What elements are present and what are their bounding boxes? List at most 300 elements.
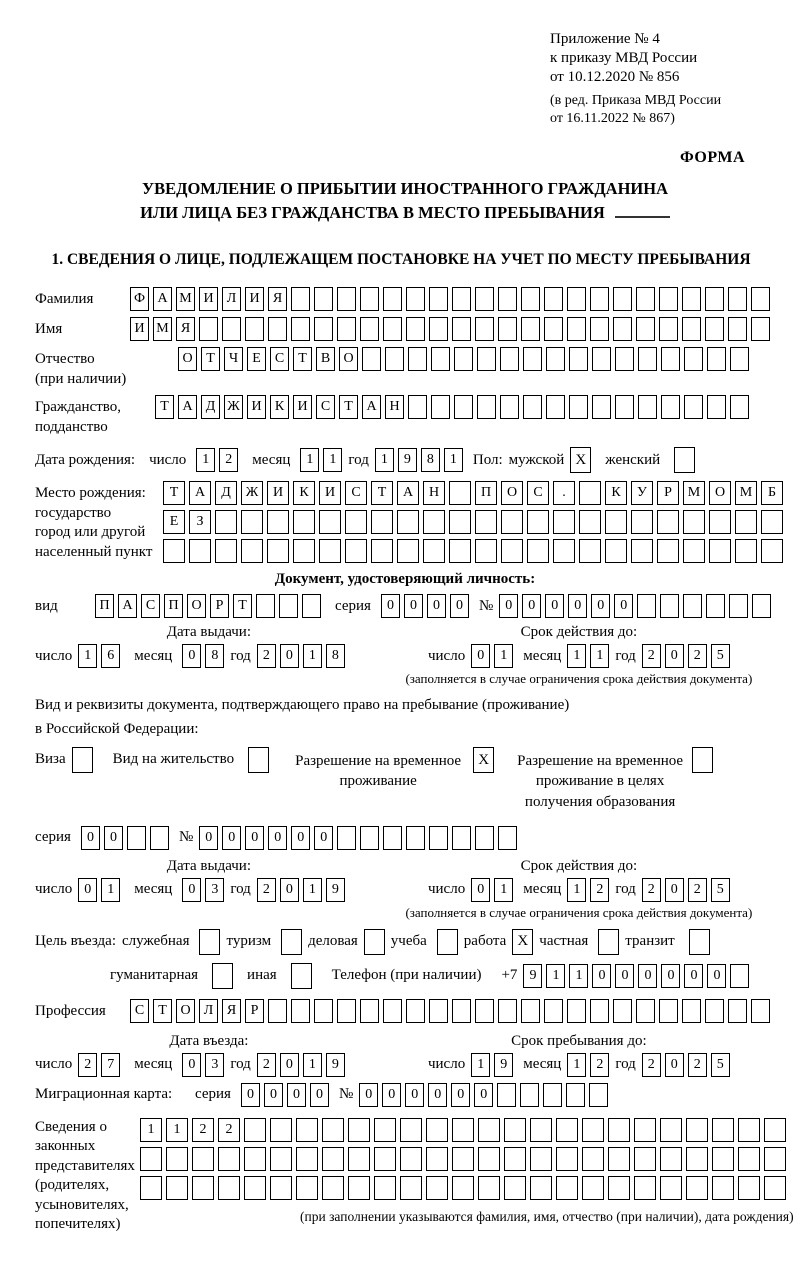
char-cell[interactable]: [452, 287, 471, 311]
char-cell[interactable]: 1: [590, 644, 609, 668]
char-cell[interactable]: [199, 317, 218, 341]
sex-male-checkbox[interactable]: X: [570, 447, 591, 473]
char-cell[interactable]: И: [199, 287, 218, 311]
char-cell[interactable]: 9: [398, 448, 417, 472]
char-cell[interactable]: 3: [205, 1053, 224, 1077]
char-cell[interactable]: [527, 539, 549, 563]
char-cell[interactable]: [385, 347, 404, 371]
char-cell[interactable]: [429, 826, 448, 850]
purpose-study-checkbox[interactable]: [437, 929, 458, 955]
char-cell[interactable]: 0: [638, 964, 657, 988]
char-cell[interactable]: [215, 539, 237, 563]
char-cell[interactable]: 0: [314, 826, 333, 850]
char-cell[interactable]: [374, 1118, 396, 1142]
char-cell[interactable]: [397, 510, 419, 534]
char-cell[interactable]: [360, 999, 379, 1023]
char-cell[interactable]: [337, 287, 356, 311]
char-cell[interactable]: [449, 539, 471, 563]
char-cell[interactable]: [268, 317, 287, 341]
char-cell[interactable]: 0: [104, 826, 123, 850]
char-cell[interactable]: [218, 1176, 240, 1200]
char-cell[interactable]: [657, 539, 679, 563]
char-cell[interactable]: [348, 1147, 370, 1171]
char-cell[interactable]: [501, 510, 523, 534]
char-cell[interactable]: И: [247, 395, 266, 419]
char-cell[interactable]: [683, 594, 702, 618]
char-cell[interactable]: 0: [592, 964, 611, 988]
purpose-official-checkbox[interactable]: [199, 929, 220, 955]
char-cell[interactable]: [659, 317, 678, 341]
char-cell[interactable]: [657, 510, 679, 534]
char-cell[interactable]: [582, 1176, 604, 1200]
char-cell[interactable]: [659, 287, 678, 311]
char-cell[interactable]: [475, 510, 497, 534]
char-cell[interactable]: [408, 347, 427, 371]
char-cell[interactable]: [705, 317, 724, 341]
char-cell[interactable]: [267, 539, 289, 563]
char-cell[interactable]: 8: [326, 644, 345, 668]
char-cell[interactable]: [296, 1147, 318, 1171]
char-cell[interactable]: [400, 1147, 422, 1171]
temp-residence-checkbox[interactable]: X: [473, 747, 494, 773]
char-cell[interactable]: [504, 1176, 526, 1200]
char-cell[interactable]: К: [293, 481, 315, 505]
char-cell[interactable]: 1: [323, 448, 342, 472]
char-cell[interactable]: [707, 395, 726, 419]
char-cell[interactable]: [268, 999, 287, 1023]
char-cell[interactable]: [738, 1147, 760, 1171]
char-cell[interactable]: [567, 287, 586, 311]
char-cell[interactable]: И: [267, 481, 289, 505]
char-cell[interactable]: [431, 395, 450, 419]
char-cell[interactable]: 2: [219, 448, 238, 472]
char-cell[interactable]: [684, 395, 703, 419]
char-cell[interactable]: 0: [451, 1083, 470, 1107]
char-cell[interactable]: [215, 510, 237, 534]
char-cell[interactable]: А: [189, 481, 211, 505]
char-cell[interactable]: [166, 1147, 188, 1171]
char-cell[interactable]: [544, 317, 563, 341]
char-cell[interactable]: [279, 594, 298, 618]
char-cell[interactable]: А: [118, 594, 137, 618]
char-cell[interactable]: [362, 347, 381, 371]
char-cell[interactable]: [638, 395, 657, 419]
char-cell[interactable]: [314, 999, 333, 1023]
char-cell[interactable]: [751, 317, 770, 341]
char-cell[interactable]: [244, 1147, 266, 1171]
char-cell[interactable]: 0: [381, 594, 400, 618]
char-cell[interactable]: Ж: [241, 481, 263, 505]
char-cell[interactable]: [730, 964, 749, 988]
char-cell[interactable]: [423, 510, 445, 534]
char-cell[interactable]: С: [316, 395, 335, 419]
char-cell[interactable]: [192, 1176, 214, 1200]
char-cell[interactable]: [660, 1118, 682, 1142]
char-cell[interactable]: 2: [78, 1053, 97, 1077]
char-cell[interactable]: [636, 999, 655, 1023]
char-cell[interactable]: 0: [428, 1083, 447, 1107]
visa-checkbox[interactable]: [72, 747, 93, 773]
char-cell[interactable]: [683, 539, 705, 563]
char-cell[interactable]: Б: [761, 481, 783, 505]
char-cell[interactable]: 1: [140, 1118, 162, 1142]
char-cell[interactable]: 2: [590, 1053, 609, 1077]
char-cell[interactable]: [293, 539, 315, 563]
char-cell[interactable]: [613, 999, 632, 1023]
char-cell[interactable]: 9: [326, 878, 345, 902]
char-cell[interactable]: [682, 999, 701, 1023]
char-cell[interactable]: 9: [326, 1053, 345, 1077]
char-cell[interactable]: [406, 826, 425, 850]
char-cell[interactable]: 2: [257, 644, 276, 668]
char-cell[interactable]: 1: [101, 878, 120, 902]
char-cell[interactable]: [140, 1147, 162, 1171]
char-cell[interactable]: 2: [218, 1118, 240, 1142]
char-cell[interactable]: 1: [300, 448, 319, 472]
char-cell[interactable]: [256, 594, 275, 618]
char-cell[interactable]: А: [362, 395, 381, 419]
char-cell[interactable]: Т: [155, 395, 174, 419]
char-cell[interactable]: [592, 395, 611, 419]
char-cell[interactable]: 0: [199, 826, 218, 850]
char-cell[interactable]: Л: [199, 999, 218, 1023]
char-cell[interactable]: [270, 1147, 292, 1171]
char-cell[interactable]: И: [245, 287, 264, 311]
char-cell[interactable]: [360, 287, 379, 311]
char-cell[interactable]: [500, 347, 519, 371]
char-cell[interactable]: 1: [569, 964, 588, 988]
char-cell[interactable]: [374, 1147, 396, 1171]
char-cell[interactable]: [569, 347, 588, 371]
char-cell[interactable]: [429, 999, 448, 1023]
char-cell[interactable]: 1: [494, 878, 513, 902]
char-cell[interactable]: [730, 347, 749, 371]
char-cell[interactable]: [566, 1083, 585, 1107]
char-cell[interactable]: [498, 287, 517, 311]
char-cell[interactable]: [360, 317, 379, 341]
char-cell[interactable]: 2: [257, 1053, 276, 1077]
char-cell[interactable]: [426, 1147, 448, 1171]
char-cell[interactable]: 0: [81, 826, 100, 850]
char-cell[interactable]: 0: [280, 878, 299, 902]
char-cell[interactable]: [245, 317, 264, 341]
char-cell[interactable]: Ф: [130, 287, 149, 311]
char-cell[interactable]: [429, 287, 448, 311]
char-cell[interactable]: [590, 287, 609, 311]
char-cell[interactable]: 0: [499, 594, 518, 618]
char-cell[interactable]: [608, 1176, 630, 1200]
char-cell[interactable]: [613, 317, 632, 341]
char-cell[interactable]: 0: [427, 594, 446, 618]
char-cell[interactable]: [322, 1176, 344, 1200]
char-cell[interactable]: 0: [78, 878, 97, 902]
char-cell[interactable]: [498, 317, 517, 341]
char-cell[interactable]: [761, 510, 783, 534]
char-cell[interactable]: Т: [153, 999, 172, 1023]
char-cell[interactable]: [544, 999, 563, 1023]
char-cell[interactable]: П: [95, 594, 114, 618]
char-cell[interactable]: 1: [567, 878, 586, 902]
char-cell[interactable]: 0: [474, 1083, 493, 1107]
char-cell[interactable]: [567, 317, 586, 341]
char-cell[interactable]: 2: [192, 1118, 214, 1142]
char-cell[interactable]: 0: [280, 1053, 299, 1077]
char-cell[interactable]: [348, 1176, 370, 1200]
char-cell[interactable]: [707, 347, 726, 371]
char-cell[interactable]: [337, 826, 356, 850]
char-cell[interactable]: 0: [291, 826, 310, 850]
char-cell[interactable]: Я: [268, 287, 287, 311]
char-cell[interactable]: [322, 1147, 344, 1171]
char-cell[interactable]: [314, 317, 333, 341]
char-cell[interactable]: Т: [293, 347, 312, 371]
char-cell[interactable]: [735, 539, 757, 563]
char-cell[interactable]: [449, 481, 471, 505]
sex-female-checkbox[interactable]: [674, 447, 695, 473]
char-cell[interactable]: [582, 1147, 604, 1171]
char-cell[interactable]: [684, 347, 703, 371]
char-cell[interactable]: [383, 317, 402, 341]
char-cell[interactable]: О: [178, 347, 197, 371]
char-cell[interactable]: [452, 1176, 474, 1200]
char-cell[interactable]: [590, 317, 609, 341]
char-cell[interactable]: С: [130, 999, 149, 1023]
char-cell[interactable]: [408, 395, 427, 419]
char-cell[interactable]: [553, 539, 575, 563]
char-cell[interactable]: 0: [245, 826, 264, 850]
char-cell[interactable]: [478, 1176, 500, 1200]
char-cell[interactable]: [291, 317, 310, 341]
char-cell[interactable]: 1: [166, 1118, 188, 1142]
char-cell[interactable]: А: [397, 481, 419, 505]
char-cell[interactable]: 0: [241, 1083, 260, 1107]
char-cell[interactable]: [296, 1176, 318, 1200]
char-cell[interactable]: [501, 539, 523, 563]
char-cell[interactable]: [192, 1147, 214, 1171]
purpose-tourism-checkbox[interactable]: [281, 929, 302, 955]
char-cell[interactable]: [712, 1176, 734, 1200]
char-cell[interactable]: [579, 510, 601, 534]
char-cell[interactable]: 0: [684, 964, 703, 988]
char-cell[interactable]: [751, 999, 770, 1023]
char-cell[interactable]: [150, 826, 169, 850]
char-cell[interactable]: [337, 999, 356, 1023]
purpose-work-checkbox[interactable]: X: [512, 929, 533, 955]
char-cell[interactable]: [319, 510, 341, 534]
char-cell[interactable]: 1: [567, 1053, 586, 1077]
char-cell[interactable]: [400, 1176, 422, 1200]
char-cell[interactable]: [582, 1118, 604, 1142]
char-cell[interactable]: Ч: [224, 347, 243, 371]
char-cell[interactable]: [637, 594, 656, 618]
char-cell[interactable]: О: [176, 999, 195, 1023]
char-cell[interactable]: Д: [201, 395, 220, 419]
char-cell[interactable]: С: [141, 594, 160, 618]
char-cell[interactable]: [302, 594, 321, 618]
char-cell[interactable]: [270, 1118, 292, 1142]
char-cell[interactable]: 0: [182, 644, 201, 668]
char-cell[interactable]: 0: [264, 1083, 283, 1107]
char-cell[interactable]: [222, 317, 241, 341]
char-cell[interactable]: [751, 287, 770, 311]
char-cell[interactable]: [241, 539, 263, 563]
char-cell[interactable]: [590, 999, 609, 1023]
char-cell[interactable]: 1: [375, 448, 394, 472]
char-cell[interactable]: [608, 1118, 630, 1142]
char-cell[interactable]: [452, 826, 471, 850]
char-cell[interactable]: 8: [205, 644, 224, 668]
char-cell[interactable]: [478, 1147, 500, 1171]
char-cell[interactable]: [613, 287, 632, 311]
char-cell[interactable]: [406, 287, 425, 311]
char-cell[interactable]: 5: [711, 878, 730, 902]
char-cell[interactable]: С: [527, 481, 549, 505]
char-cell[interactable]: Т: [233, 594, 252, 618]
char-cell[interactable]: [383, 287, 402, 311]
char-cell[interactable]: К: [605, 481, 627, 505]
char-cell[interactable]: 2: [590, 878, 609, 902]
char-cell[interactable]: 0: [268, 826, 287, 850]
char-cell[interactable]: 1: [567, 644, 586, 668]
char-cell[interactable]: [296, 1118, 318, 1142]
char-cell[interactable]: 0: [545, 594, 564, 618]
char-cell[interactable]: .: [553, 481, 575, 505]
char-cell[interactable]: [520, 1083, 539, 1107]
char-cell[interactable]: С: [270, 347, 289, 371]
char-cell[interactable]: [189, 539, 211, 563]
char-cell[interactable]: Н: [423, 481, 445, 505]
char-cell[interactable]: М: [153, 317, 172, 341]
char-cell[interactable]: [615, 347, 634, 371]
char-cell[interactable]: [291, 287, 310, 311]
char-cell[interactable]: [475, 317, 494, 341]
char-cell[interactable]: 1: [303, 878, 322, 902]
char-cell[interactable]: М: [683, 481, 705, 505]
char-cell[interactable]: [660, 1176, 682, 1200]
char-cell[interactable]: [634, 1176, 656, 1200]
char-cell[interactable]: П: [475, 481, 497, 505]
char-cell[interactable]: [636, 287, 655, 311]
char-cell[interactable]: 0: [471, 644, 490, 668]
char-cell[interactable]: 9: [523, 964, 542, 988]
char-cell[interactable]: [374, 1176, 396, 1200]
char-cell[interactable]: [267, 510, 289, 534]
char-cell[interactable]: [504, 1147, 526, 1171]
char-cell[interactable]: [543, 1083, 562, 1107]
purpose-transit-checkbox[interactable]: [689, 929, 710, 955]
char-cell[interactable]: Ж: [224, 395, 243, 419]
char-cell[interactable]: 0: [182, 1053, 201, 1077]
char-cell[interactable]: 2: [257, 878, 276, 902]
char-cell[interactable]: [521, 999, 540, 1023]
char-cell[interactable]: [523, 347, 542, 371]
char-cell[interactable]: 0: [615, 964, 634, 988]
char-cell[interactable]: Р: [245, 999, 264, 1023]
char-cell[interactable]: [163, 539, 185, 563]
char-cell[interactable]: [371, 539, 393, 563]
char-cell[interactable]: [429, 317, 448, 341]
char-cell[interactable]: [337, 317, 356, 341]
char-cell[interactable]: З: [189, 510, 211, 534]
char-cell[interactable]: М: [735, 481, 757, 505]
char-cell[interactable]: 1: [196, 448, 215, 472]
char-cell[interactable]: [498, 999, 517, 1023]
char-cell[interactable]: [728, 999, 747, 1023]
char-cell[interactable]: 0: [405, 1083, 424, 1107]
char-cell[interactable]: 0: [310, 1083, 329, 1107]
char-cell[interactable]: [477, 395, 496, 419]
char-cell[interactable]: Д: [215, 481, 237, 505]
char-cell[interactable]: 2: [688, 644, 707, 668]
char-cell[interactable]: [730, 395, 749, 419]
char-cell[interactable]: [546, 347, 565, 371]
char-cell[interactable]: [660, 594, 679, 618]
char-cell[interactable]: [477, 347, 496, 371]
char-cell[interactable]: [712, 1147, 734, 1171]
char-cell[interactable]: 0: [591, 594, 610, 618]
char-cell[interactable]: [706, 594, 725, 618]
char-cell[interactable]: 0: [182, 878, 201, 902]
char-cell[interactable]: [291, 999, 310, 1023]
char-cell[interactable]: [709, 539, 731, 563]
char-cell[interactable]: [556, 1118, 578, 1142]
char-cell[interactable]: [661, 395, 680, 419]
char-cell[interactable]: [592, 347, 611, 371]
char-cell[interactable]: 0: [471, 878, 490, 902]
char-cell[interactable]: [504, 1118, 526, 1142]
purpose-humanitarian-checkbox[interactable]: [212, 963, 233, 989]
char-cell[interactable]: [709, 510, 731, 534]
char-cell[interactable]: [530, 1147, 552, 1171]
char-cell[interactable]: 2: [642, 878, 661, 902]
char-cell[interactable]: [579, 539, 601, 563]
char-cell[interactable]: [293, 510, 315, 534]
char-cell[interactable]: [530, 1118, 552, 1142]
temp-residence-edu-checkbox[interactable]: [692, 747, 713, 773]
char-cell[interactable]: [426, 1118, 448, 1142]
char-cell[interactable]: [634, 1118, 656, 1142]
char-cell[interactable]: [705, 999, 724, 1023]
char-cell[interactable]: [500, 395, 519, 419]
char-cell[interactable]: [659, 999, 678, 1023]
char-cell[interactable]: [728, 317, 747, 341]
char-cell[interactable]: [683, 510, 705, 534]
purpose-other-checkbox[interactable]: [291, 963, 312, 989]
char-cell[interactable]: 0: [665, 878, 684, 902]
char-cell[interactable]: [218, 1147, 240, 1171]
char-cell[interactable]: [244, 1176, 266, 1200]
char-cell[interactable]: [686, 1147, 708, 1171]
char-cell[interactable]: А: [153, 287, 172, 311]
char-cell[interactable]: О: [187, 594, 206, 618]
char-cell[interactable]: 3: [205, 878, 224, 902]
char-cell[interactable]: Е: [163, 510, 185, 534]
char-cell[interactable]: [452, 1118, 474, 1142]
purpose-business-checkbox[interactable]: [364, 929, 385, 955]
char-cell[interactable]: [682, 287, 701, 311]
char-cell[interactable]: [314, 287, 333, 311]
char-cell[interactable]: 0: [614, 594, 633, 618]
char-cell[interactable]: Т: [163, 481, 185, 505]
char-cell[interactable]: О: [709, 481, 731, 505]
char-cell[interactable]: 1: [494, 644, 513, 668]
char-cell[interactable]: [764, 1118, 786, 1142]
char-cell[interactable]: 2: [688, 1053, 707, 1077]
char-cell[interactable]: 0: [404, 594, 423, 618]
char-cell[interactable]: [426, 1176, 448, 1200]
char-cell[interactable]: Р: [657, 481, 679, 505]
char-cell[interactable]: [244, 1118, 266, 1142]
